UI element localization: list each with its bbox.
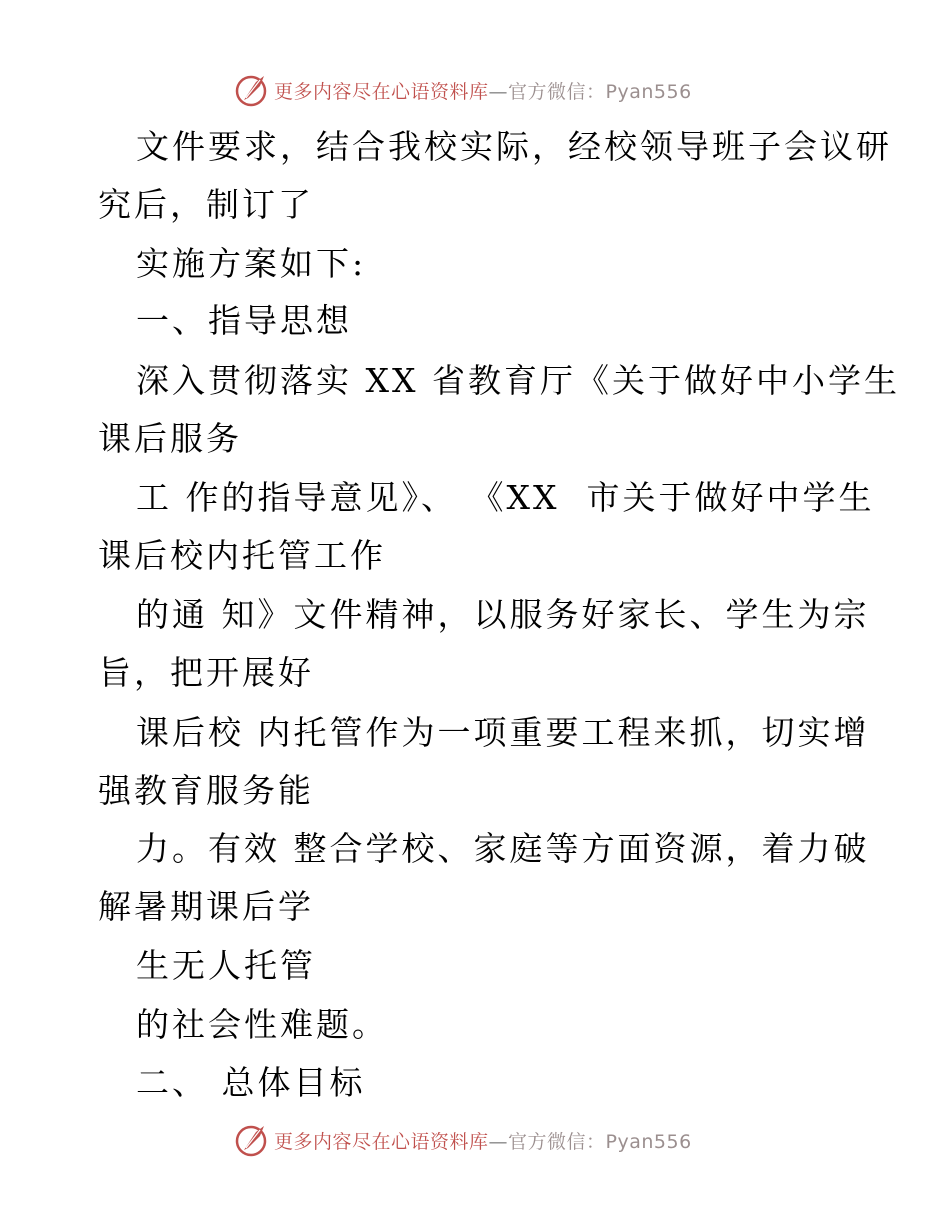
body-line: 解暑期课后学 [98, 887, 314, 926]
body-line: 课后校 内托管作为一项重要工程来抓，切实增 [136, 713, 870, 752]
watermark-text [274, 77, 692, 104]
body-line: 旨，把开展好 [98, 653, 314, 692]
body-line: 课后校内托管工作 [98, 536, 386, 575]
body-line: 实施方案如下: [136, 244, 367, 283]
body-line: 深入贯彻落实 XX 省教育厅《关于做好中小学生 [136, 361, 900, 400]
body-line: 力。有效 整合学校、家庭等方面资源，着力破 [136, 829, 870, 868]
section-heading: 一、指导思想 [136, 301, 352, 340]
watermark-footer [234, 1120, 692, 1160]
body-line: 文件要求，结合我校实际，经校领导班子会议研 [136, 127, 892, 166]
body-line: 的通 知》文件精神，以服务好家长、学生为宗 [136, 595, 870, 634]
watermark-header [234, 70, 692, 110]
watermark-suffix: 官方微信：Pyan556 [508, 80, 692, 103]
body-line: 课后服务 [98, 419, 242, 458]
watermark-main: 更多内容尽在心语资料库 [274, 1130, 489, 1153]
section-heading: 二、 总体目标 [136, 1063, 366, 1102]
watermark-suffix: 官方微信：Pyan556 [508, 1130, 692, 1153]
body-line: 强教育服务能 [98, 771, 314, 810]
watermark-dash: — [488, 80, 509, 103]
watermark-dash: — [488, 1130, 509, 1153]
body-line: 究后，制订了 [98, 185, 314, 224]
body-line: 生无人托管 [136, 946, 316, 985]
feather-pen-logo-icon [234, 72, 270, 108]
body-line: 工 作的指导意见》、 《XX 市关于做好中学生 [136, 478, 875, 517]
watermark-main: 更多内容尽在心语资料库 [274, 80, 489, 103]
body-line: 的社会性难题。 [136, 1005, 388, 1044]
watermark-text [274, 1127, 692, 1154]
feather-pen-logo-icon [234, 1122, 270, 1158]
